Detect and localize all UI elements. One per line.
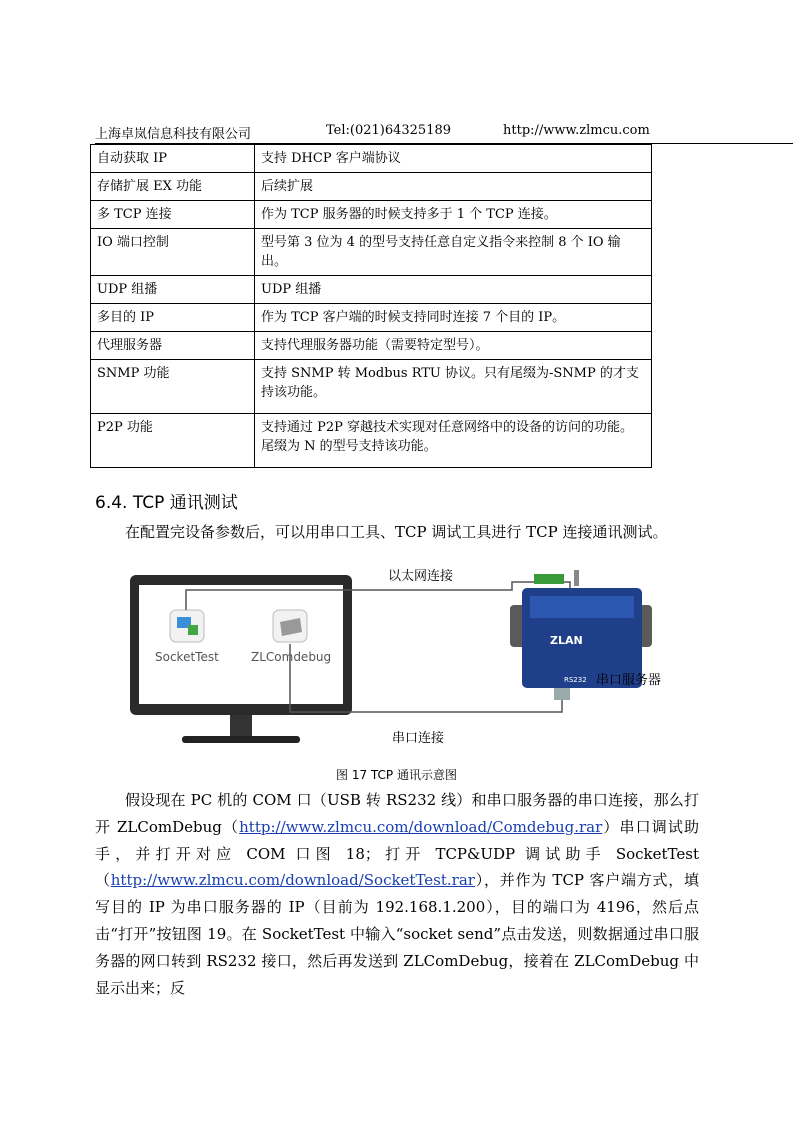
server-label: 串口服务器: [596, 673, 662, 688]
feature-name: UDP 组播: [91, 276, 255, 304]
feature-desc: 支持通过 P2P 穿越技术实现对任意网络中的设备的访问的功能。尾缀为 N 的型号支持该功能。: [255, 414, 652, 468]
page-header: [95, 121, 793, 144]
table-row: [91, 332, 652, 360]
tcp-diagram: [130, 560, 690, 760]
intro-paragraph: 在配置完设备参数后，可以用串口工具、TCP 调试工具进行 TCP 连接通讯测试。: [125, 523, 668, 541]
table-row: [91, 414, 652, 468]
table-row: [91, 201, 652, 229]
section-title: 6.4. TCP 通讯测试: [95, 493, 238, 513]
header-url: http://www.zlmcu.com: [503, 123, 650, 138]
feature-desc: 后续扩展: [255, 173, 652, 201]
feature-name: 存储扩展 EX 功能: [91, 173, 255, 201]
comdebug-link[interactable]: http://www.zlmcu.com/download/Comdebug.rar: [239, 817, 603, 836]
table-row: [91, 304, 652, 332]
feature-name: 多目的 IP: [91, 304, 255, 332]
sockettest-link[interactable]: http://www.zlmcu.com/download/SocketTest.rar: [110, 871, 475, 890]
monitor-stand-neck: [230, 715, 252, 737]
table-row: [91, 229, 652, 276]
table-row: [91, 173, 652, 201]
monitor-stand-base: [182, 736, 300, 743]
feature-table: [90, 144, 652, 468]
device-brand: ZLAN: [550, 634, 583, 647]
table-row: [91, 276, 652, 304]
figure-caption: 图 17 TCP 通讯示意图: [336, 768, 457, 782]
ethernet-label: 以太网连接: [388, 569, 454, 584]
table-row: [91, 360, 652, 414]
feature-desc: UDP 组播: [255, 276, 652, 304]
sockettest-label: SocketTest: [155, 650, 219, 664]
zlcomdebug-label: ZLComdebug: [251, 650, 332, 664]
feature-desc: 型号第 3 位为 4 的型号支持任意自定义指令来控制 8 个 IO 输出。: [255, 229, 652, 276]
feature-name: 代理服务器: [91, 332, 255, 360]
body-text-3: ），并作为 TCP 客户端方式，填写目的 IP 为串口服务器的 IP（目前为 192.168.1.200），目的端口为 4196，然后点击“打开”按钮图 19。在 SocketTest 中输入“socket send”点击发送，则数据通过串口服务器的网口转到 RS232 接口，然后再发送到 ZLComDebug，接着在 ZLComDebug 中显示出来；反: [95, 871, 699, 997]
feature-desc: 支持代理服务器功能（需要特定型号）。: [255, 332, 652, 360]
body-text-2: ）串口调试助手，并打开对应 COM 口图 18；打开 TCP&UDP 调试助手 SocketTest（: [95, 817, 699, 890]
feature-name: P2P 功能: [91, 414, 255, 468]
body-text-1: 假设现在 PC 机的 COM 口（USB 转 RS232 线）和串口服务器的串口连接，那么打开 ZLComDebug（: [95, 791, 699, 836]
feature-desc: 支持 SNMP 转 Modbus RTU 协议。只有尾缀为-SNMP 的才支持该功能。: [255, 360, 652, 414]
feature-desc: 作为 TCP 服务器的时候支持多于 1 个 TCP 连接。: [255, 201, 652, 229]
serial-label: 串口连接: [392, 731, 445, 746]
device-port-label: RS232: [564, 676, 587, 684]
feature-name: SNMP 功能: [91, 360, 255, 414]
feature-desc: 支持 DHCP 客户端协议: [255, 145, 652, 173]
feature-name: IO 端口控制: [91, 229, 255, 276]
header-tel: Tel:(021)64325189: [326, 123, 452, 138]
antenna: [574, 570, 579, 586]
body-paragraph: [95, 787, 699, 1001]
terminal-block: [534, 574, 564, 584]
feature-name: 多 TCP 连接: [91, 201, 255, 229]
table-row: [91, 145, 652, 173]
feature-name: 自动获取 IP: [91, 145, 255, 173]
monitor-screen: [139, 585, 343, 704]
feature-desc: 作为 TCP 客户端的时候支持同时连接 7 个目的 IP。: [255, 304, 652, 332]
header-company: 上海卓岚信息科技有限公司: [95, 127, 252, 142]
db9-connector: [554, 688, 570, 700]
